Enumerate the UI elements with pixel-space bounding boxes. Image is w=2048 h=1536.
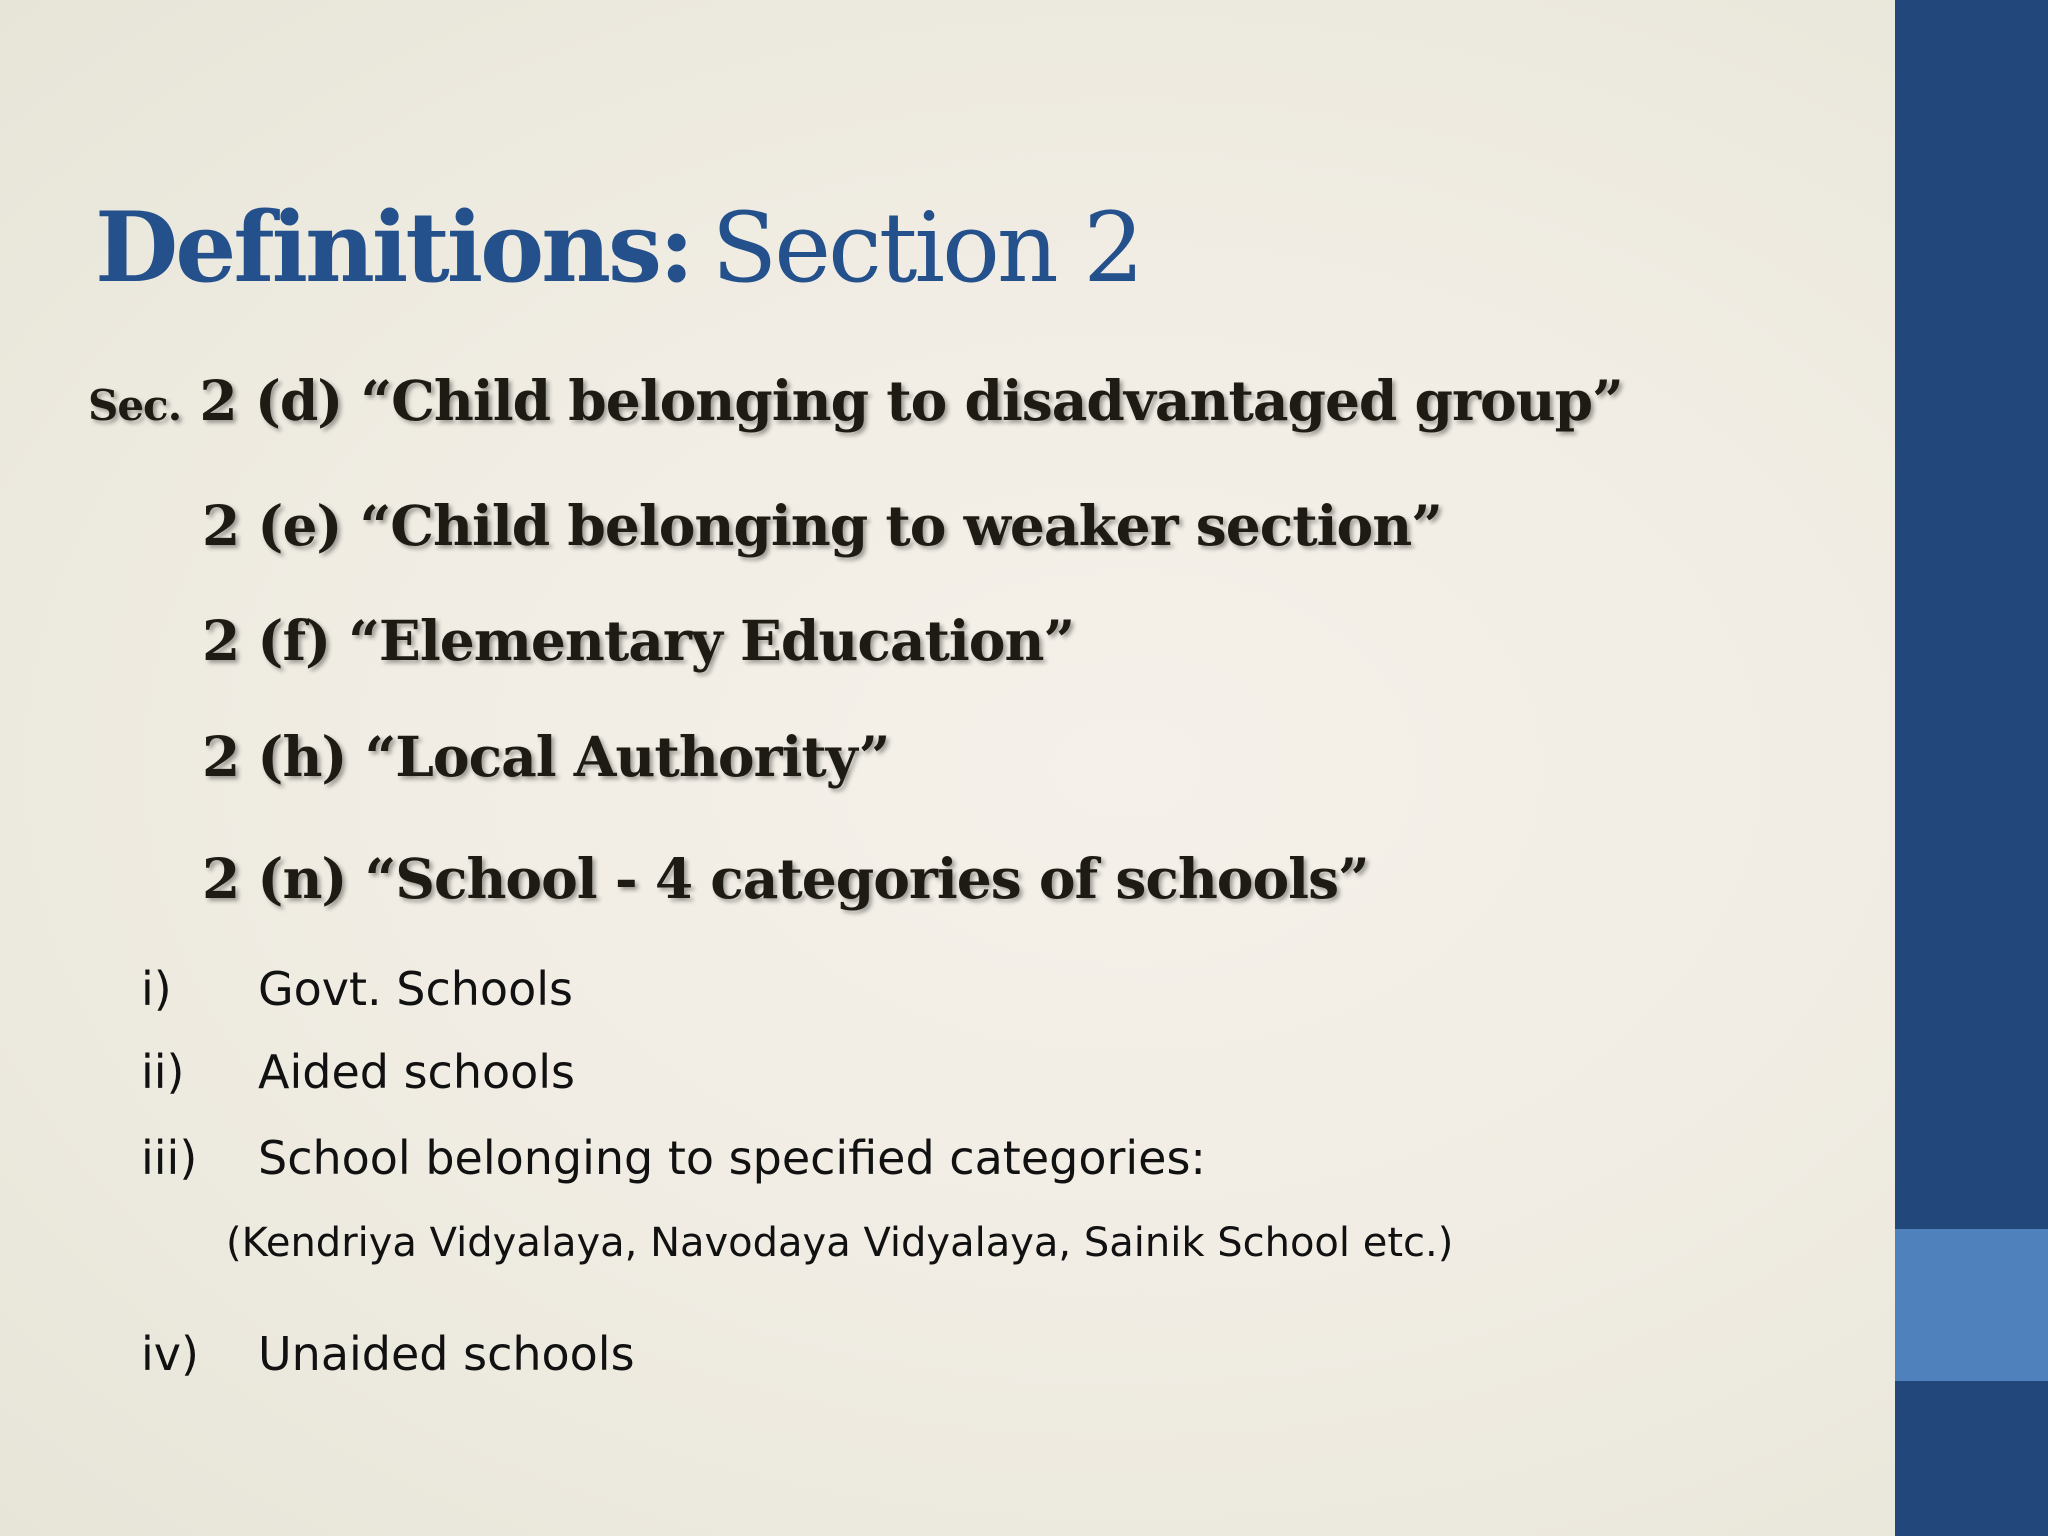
title-bold: Definitions: <box>95 191 692 304</box>
list-text: Govt. Schools <box>258 962 573 1016</box>
section-2d-text: 2 (d) “Child belonging to disadvantaged group” <box>181 368 1623 433</box>
list-marker: i) <box>141 962 172 1016</box>
specified-categories-note: (Kendriya Vidyalaya, Navodaya Vidyalaya, Sainik School etc.) <box>226 1220 1454 1266</box>
list-text: Aided schools <box>258 1045 576 1099</box>
section-2h: 2 (h) “Local Authority” <box>202 724 890 789</box>
sidebar-accent <box>1895 1229 2048 1381</box>
section-2e: 2 (e) “Child belonging to weaker section” <box>202 493 1442 558</box>
list-marker: ii) <box>141 1045 185 1099</box>
list-text: Unaided schools <box>258 1327 635 1381</box>
section-2d <box>88 368 1623 433</box>
section-2n: 2 (n) “School - 4 categories of schools” <box>202 846 1369 911</box>
sec-prefix: Sec. <box>88 381 182 430</box>
slide-title <box>95 191 1142 304</box>
sidebar-bar <box>1895 0 2048 1536</box>
list-marker: iii) <box>141 1131 198 1185</box>
section-2f: 2 (f) “Elementary Education” <box>202 608 1075 673</box>
list-text: School belonging to specified categories: <box>258 1131 1206 1185</box>
title-section: Section 2 <box>711 192 1142 304</box>
list-marker: iv) <box>141 1327 199 1381</box>
